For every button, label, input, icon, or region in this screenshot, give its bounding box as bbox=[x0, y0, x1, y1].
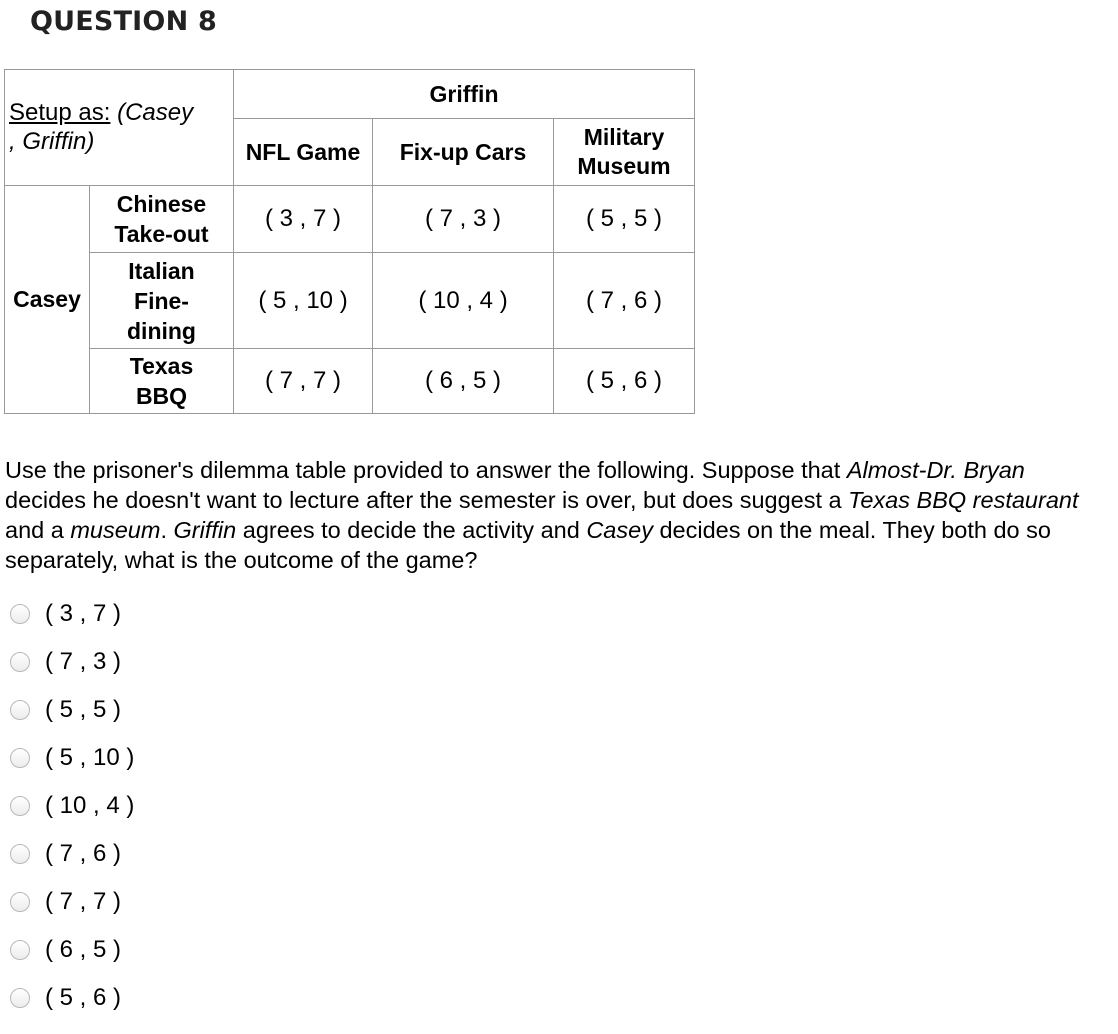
answer-option[interactable] bbox=[10, 590, 134, 638]
answer-option[interactable] bbox=[10, 830, 134, 878]
radio-button[interactable] bbox=[10, 604, 30, 624]
question-emphasis: Texas BBQ restaurant bbox=[848, 487, 1079, 513]
question-text bbox=[5, 455, 1105, 575]
setup-label: Setup as: bbox=[9, 99, 111, 126]
option-label[interactable]: ( 5 , 5 ) bbox=[45, 696, 122, 723]
question-text-part: Use the prisoner's dilemma table provided to answer the following. Suppose that bbox=[5, 457, 847, 483]
option-label[interactable]: ( 3 , 7 ) bbox=[45, 600, 122, 627]
radio-button[interactable] bbox=[10, 988, 30, 1008]
option-label[interactable]: ( 7 , 3 ) bbox=[45, 648, 122, 675]
question-emphasis: Griffin bbox=[173, 517, 237, 543]
radio-button[interactable] bbox=[10, 844, 30, 864]
answer-option[interactable] bbox=[10, 974, 134, 1022]
question-emphasis: Almost-Dr. Bryan bbox=[846, 457, 1025, 483]
radio-button[interactable] bbox=[10, 940, 30, 960]
radio-button[interactable] bbox=[10, 748, 30, 768]
setup-value: (Casey bbox=[110, 99, 194, 126]
payoff-cell: ( 7 , 6 ) bbox=[554, 253, 695, 349]
option-label[interactable]: ( 7 , 7 ) bbox=[45, 888, 122, 915]
setup-value-cont: , Griffin) bbox=[9, 128, 95, 155]
column-header: Military Museum bbox=[554, 119, 695, 186]
option-label[interactable]: ( 10 , 4 ) bbox=[45, 792, 135, 819]
row-header: Italian Fine-dining bbox=[90, 253, 234, 349]
row-header: Texas BBQ bbox=[90, 349, 234, 414]
question-text-part: and a bbox=[5, 517, 71, 543]
question-text-part: . bbox=[160, 517, 174, 543]
payoff-cell: ( 3 , 7 ) bbox=[234, 186, 373, 253]
column-player-header: Griffin bbox=[234, 70, 695, 119]
question-emphasis: Casey bbox=[586, 517, 653, 543]
payoff-cell: ( 6 , 5 ) bbox=[373, 349, 554, 414]
payoff-table bbox=[4, 69, 695, 414]
payoff-cell: ( 7 , 3 ) bbox=[373, 186, 554, 253]
payoff-cell: ( 7 , 7 ) bbox=[234, 349, 373, 414]
answer-option[interactable] bbox=[10, 734, 134, 782]
column-header: NFL Game bbox=[234, 119, 373, 186]
payoff-cell: ( 5 , 10 ) bbox=[234, 253, 373, 349]
question-emphasis: museum bbox=[70, 517, 161, 543]
question-title: QUESTION 8 bbox=[30, 6, 217, 37]
option-label[interactable]: ( 5 , 6 ) bbox=[45, 984, 122, 1011]
row-header: Chinese Take-out bbox=[90, 186, 234, 253]
answer-option[interactable] bbox=[10, 926, 134, 974]
setup-cell bbox=[5, 70, 234, 186]
option-label[interactable]: ( 6 , 5 ) bbox=[45, 936, 122, 963]
radio-button[interactable] bbox=[10, 796, 30, 816]
option-label[interactable]: ( 5 , 10 ) bbox=[45, 744, 135, 771]
question-text-part: agrees to decide the activity and bbox=[236, 517, 587, 543]
radio-button[interactable] bbox=[10, 652, 30, 672]
payoff-cell: ( 5 , 5 ) bbox=[554, 186, 695, 253]
payoff-cell: ( 10 , 4 ) bbox=[373, 253, 554, 349]
radio-button[interactable] bbox=[10, 700, 30, 720]
answer-option[interactable] bbox=[10, 878, 134, 926]
question-text-part: decides he doesn't want to lecture after the semester is over, but does suggest a bbox=[5, 487, 849, 513]
radio-button[interactable] bbox=[10, 892, 30, 912]
column-header: Fix-up Cars bbox=[373, 119, 554, 186]
question-text-part: decides on the meal. They both do so separately, what is the outcome of the game? bbox=[5, 517, 1051, 573]
payoff-cell: ( 5 , 6 ) bbox=[554, 349, 695, 414]
option-label[interactable]: ( 7 , 6 ) bbox=[45, 840, 122, 867]
answer-options bbox=[10, 590, 134, 1022]
answer-option[interactable] bbox=[10, 686, 134, 734]
row-player-header: Casey bbox=[5, 186, 90, 414]
answer-option[interactable] bbox=[10, 782, 134, 830]
answer-option[interactable] bbox=[10, 638, 134, 686]
